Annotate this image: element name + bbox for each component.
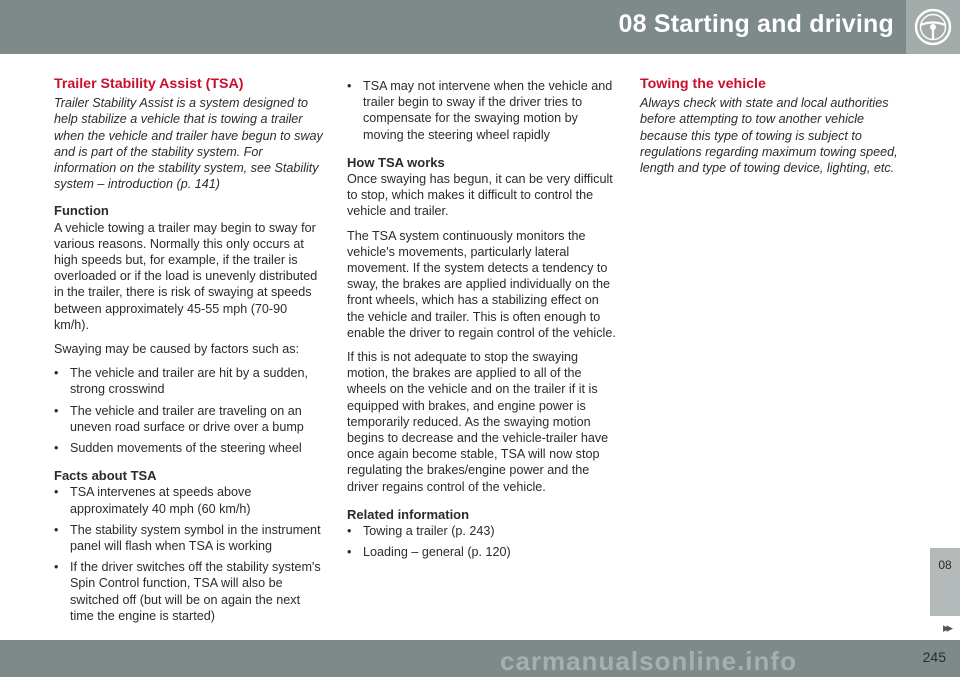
related-link-towing[interactable]: • Towing a trailer (p. 243) <box>347 523 617 539</box>
function-heading: Function <box>54 203 109 219</box>
related-heading: Related information <box>347 506 470 522</box>
page-footer <box>0 640 960 677</box>
chapter-side-tab[interactable] <box>930 548 960 616</box>
chapter-icon-box <box>906 0 960 54</box>
section-title-tsa: Trailer Stability Assist (TSA) <box>54 76 244 92</box>
list-item: • TSA intervenes at speeds above approximately 40 mph (60 km/h) <box>54 484 324 516</box>
list-item: • The stability system symbol in the instrument panel will flash when TSA is working <box>54 522 324 554</box>
how-heading: How TSA works <box>347 154 445 170</box>
related-list <box>347 523 617 560</box>
facts-list-continued <box>347 78 617 143</box>
chapter-tab-label: 08 <box>938 558 952 572</box>
causes-list <box>54 365 324 456</box>
list-item: • The vehicle and trailer are hit by a sudden, strong crosswind <box>54 365 324 397</box>
column-1 <box>54 76 324 632</box>
monitor-text: The TSA system continuously monitors the vehicle's movements, particularly lateral movement. If the system detects a tendency to sway, the brakes are applied individually on the front wheels, which has a stabilizing effect on the vehicle and trailer. This is often enough to enable the driver to regain control of the vehicle. <box>347 228 616 340</box>
swaying-text: Swaying may be caused by factors such as: <box>54 342 300 357</box>
section-title-towing: Towing the vehicle <box>640 76 766 92</box>
column-3 <box>640 76 915 187</box>
watermark: carmanualsonline.info <box>500 646 797 676</box>
function-text: A vehicle towing a trailer may begin to sway for various reasons. Normally this only occurs at high speeds but, for example, if the trailer is overloaded or if the load is unevenly distributed in the trailer, there is risk of swaying at speeds between approximately 45-55 mph (70-90 km/h). <box>54 220 318 332</box>
column-2 <box>347 78 617 568</box>
steering-wheel-icon <box>912 6 954 48</box>
related-link-loading[interactable]: • Loading – general (p. 120) <box>347 544 617 560</box>
page-number: 245 <box>922 649 946 665</box>
facts-heading: Facts about TSA <box>54 468 157 484</box>
towing-intro: Always check with state and local authorities before attempting to tow another vehicle because this type of towing is subject to regulations regarding maximum towing speed, length and type of towing device, lighting, etc. <box>640 96 898 176</box>
list-item: • Sudden movements of the steering wheel <box>54 440 324 456</box>
tsa-intro: Trailer Stability Assist is a system designed to help stabilize a vehicle that is towing a trailer when the vehicle and trailer have begun to sway and is part of the stability system. For information on the stability system, see Stability system – introduction (p. 141) <box>54 96 323 192</box>
how-text: Once swaying has begun, it can be very difficult to stop, which makes it difficult to control the vehicle and trailer. <box>347 172 613 219</box>
facts-list <box>54 484 324 624</box>
next-page-arrows-icon[interactable]: ▸▸ <box>942 620 950 635</box>
list-item: • The vehicle and trailer are traveling on an uneven road surface or drive over a bump <box>54 403 324 435</box>
chapter-title: 08 Starting and driving <box>618 10 894 38</box>
list-item: • TSA may not intervene when the vehicle and trailer begin to sway if the driver tries to compensate for the swaying motion by moving the steering wheel rapidly <box>347 78 617 143</box>
list-item: • If the driver switches off the stability system's Spin Control function, TSA will also be switched off (but will be on again the next time the engine is started) <box>54 559 324 624</box>
inadequate-text: If this is not adequate to stop the swaying motion, the brakes are applied to all of the wheels on the vehicle and on the trailer if it is equipped with brakes, and engine power is temporarily reduced. As the swaying motion begins to decrease and the vehicle-trailer have once again become stable, TSA will now stop regulating the brakes/engine power and the driver regains control of the vehicle. <box>347 350 609 494</box>
page-header <box>0 0 960 54</box>
